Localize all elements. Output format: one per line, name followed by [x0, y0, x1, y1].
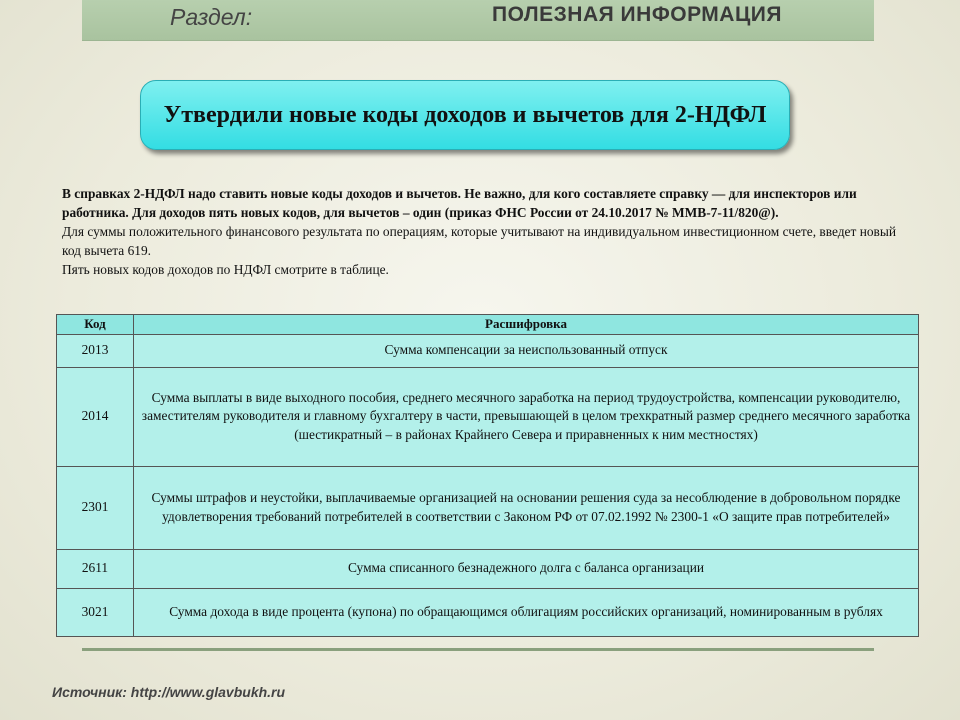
header-code: Код: [57, 315, 134, 335]
intro-text: [62, 184, 902, 279]
header-description: Расшифровка: [134, 315, 919, 335]
table-row: [57, 588, 919, 636]
section-title: ПОЛЕЗНАЯ ИНФОРМАЦИЯ: [492, 3, 782, 26]
code-cell: 2013: [57, 334, 134, 367]
table-row: [57, 466, 919, 549]
source-link[interactable]: Источник: http://www.glavbukh.ru: [52, 684, 286, 700]
footer-divider: [82, 648, 874, 651]
code-cell: 2014: [57, 367, 134, 466]
income-codes-table: [56, 314, 919, 637]
intro-paragraph-3: Пять новых кодов доходов по НДФЛ смотрите в таблице.: [62, 262, 389, 277]
code-cell: 2301: [57, 466, 134, 549]
table-row: [57, 367, 919, 466]
code-cell: 2611: [57, 549, 134, 588]
section-label: Раздел:: [170, 4, 253, 30]
description-cell: Суммы штрафов и неустойки, выплачиваемые организацией на основании решения суда за несоблюдение в добровольном порядке удовлетворения требований потребителей в соответствии с Законом РФ от 07.02.1992 № 2300-1 «О защите прав потребителей»: [134, 466, 919, 549]
page-title: Утвердили новые коды доходов и вычетов для 2-НДФЛ: [140, 80, 790, 150]
table-row: [57, 334, 919, 367]
code-cell: 3021: [57, 588, 134, 636]
description-cell: Сумма компенсации за неиспользованный отпуск: [134, 334, 919, 367]
table-header-row: [57, 315, 919, 335]
description-cell: Сумма выплаты в виде выходного пособия, среднего месячного заработка на период трудоустройства, компенсации руководителю, заместителям руководителя и главному бухгалтеру в части, превышающей в целом трехкратный размер среднего месячного заработка (шестикратный – в районах Крайнего Севера и приравненных к ним местностях): [134, 367, 919, 466]
description-cell: Сумма дохода в виде процента (купона) по обращающимся облигациям российских организаций, номинированным в рублях: [134, 588, 919, 636]
table-row: [57, 549, 919, 588]
intro-paragraph-2: Для суммы положительного финансового результата по операциям, которые учитывают на индивидуальном инвестиционном счете, введет новый код вычета 619.: [62, 224, 897, 258]
intro-bold-paragraph: В справках 2-НДФЛ надо ставить новые коды доходов и вычетов. Не важно, для кого составляете справку — для инспекторов или работника. Для доходов пять новых кодов, для вычетов – один (приказ ФНС России от 24.10.2017 № ММВ-7-11/820@).: [62, 186, 857, 220]
description-cell: Сумма списанного безнадежного долга с баланса организации: [134, 549, 919, 588]
header-bar: [82, 0, 874, 41]
